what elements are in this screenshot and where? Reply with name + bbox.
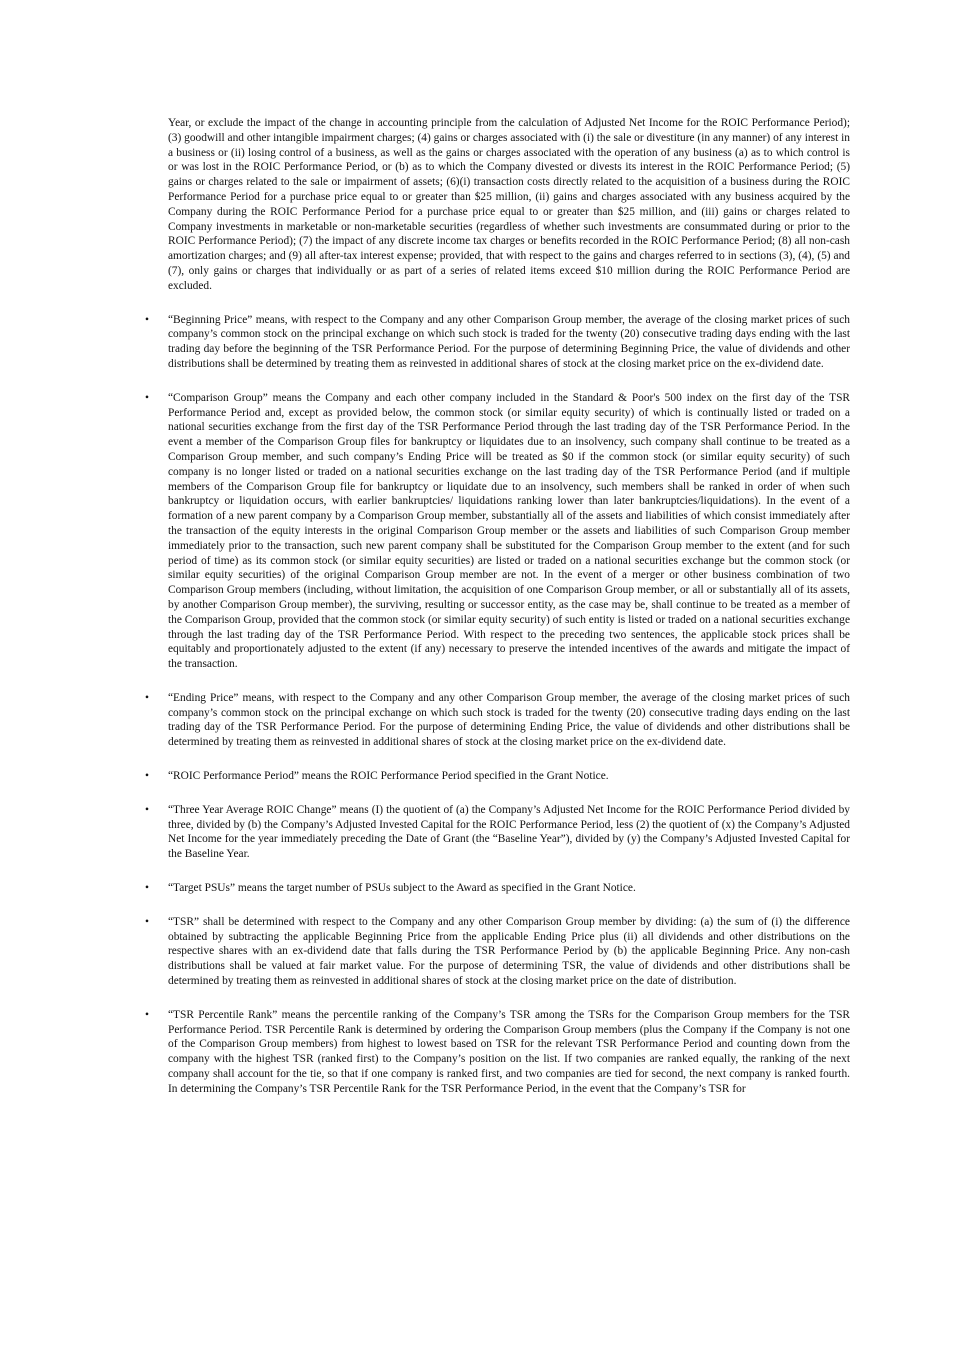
document-body bbox=[145, 116, 850, 1097]
definition-text: “Beginning Price” means, with respect to the Company and any other Comparison Group member, the average of the closing market prices of such company’s common stock on the principal exchange on which such stock is traded for the twenty (20) consecutive trading days ending with the last trading day before the beginning of the TSR Performance Period. For the purpose of determining Beginning Price, the value of dividends and other distributions shall be determined by treating them as reinvested in additional shares of stock at the closing market price on the ex-dividend date. bbox=[168, 313, 850, 370]
bullet-icon: • bbox=[145, 313, 149, 326]
definition-text: “TSR Percentile Rank” means the percentile ranking of the Company’s TSR among the TSRs for the Comparison Group members for the TSR Performance Period. TSR Percentile Rank is determined by ordering the Comparison Group members (plus the Company if the Company is not one of the Comparison Group members) from highest to lowest based on TSR for the relevant TSR Performance Period and counting down from the company with the highest TSR (ranked first) to the Company’s position on the list. If two companies are ranked equally, the ranking of the next company shall account for the tie, so that if one company is ranked first, and two companies are tied for second, the next company is ranked fourth. In determining the Company’s TSR Percentile Rank for the TSR Performance Period, in the event that the Company’s TSR for bbox=[168, 1008, 850, 1095]
definition-text: “ROIC Performance Period” means the ROIC Performance Period specified in the Grant Notice. bbox=[168, 770, 609, 783]
definition-comparison-group bbox=[145, 391, 850, 672]
definition-tsr-percentile-rank bbox=[145, 1008, 850, 1097]
definition-text: “Comparison Group” means the Company and each other company included in the Standard & Poor's 500 index on the first day of the TSR Performance Period and, except as provided below, the common stock (or similar equity security) of which is continually listed or traded on a national securities exchange from the first day of the TSR Performance Period through the last trading day of the TSR Performance Period. In the event a member of the Comparison Group files for bankruptcy or liquidates due to an insolvency, such company shall continue to be treated as a Comparison Group member, and such company’s Ending Price will be treated as $0 if the common stock (or similar equity security) of such company is no longer listed or traded on a national securities exchange on the last trading day of the TSR Performance Period (and if multiple members of the Comparison Group file for bankruptcy or liquidate due to an insolvency, such members shall be ranked in order of when such bankruptcy or liquidation occurs, with earlier bankruptcies/ liquidations ranking lower than later bankruptcies/liquidations). In the event of a formation of a new parent company by a Comparison Group member, substantially all of the assets and liabilities of which consist immediately after the transaction of the equity interests in the original Comparison Group member or the assets and liabilities of such Comparison Group member immediately prior to the transaction, such new parent company shall be substituted for the Comparison Group member to the extent (and for such period of time) as its common stock (or similar equity securities) are listed or traded on a national securities exchange but the common stock (or similar equity securities) of the original Comparison Group member are not. In the event of a merger or other business combination of two Comparison Group members (including, without limitation, the acquisition of one Comparison Group member, or all or substantially all of its assets, by another Comparison Group member), the surviving, resulting or successor entity, as the case may be, shall continue to be treated as a member of the Comparison Group, provided that the common stock (or similar equity security) of such entity is listed or traded on a national securities exchange through the last trading day of the TSR Performance Period. With respect to the preceding two sentences, the applicable stock prices shall be equitably and proportionately adjusted to the extent (if any) necessary to preserve the intended incentives of the awards and mitigate the impact of the transaction. bbox=[168, 391, 850, 671]
definition-tsr bbox=[145, 915, 850, 989]
definition-ending-price bbox=[145, 691, 850, 750]
bullet-icon: • bbox=[145, 691, 149, 704]
bullet-icon: • bbox=[145, 770, 149, 783]
bullet-icon: • bbox=[145, 391, 149, 404]
continuation-paragraph: Year, or exclude the impact of the change in accounting principle from the calculation of Adjusted Net Income for the ROIC Performance Period); (3) goodwill and other intangible impairment charges; (4) gains or charges associated with (i) the sale or divestiture (in any manner) of any interest in a business or (ii) losing control of a business, as well as the gains or charges associated with the operation of any business (a) as to which control is or was lost in the ROIC Performance Period, or (b) as to which the Company divested or divests its interest in the ROIC Performance Period; (5) gains or charges related to the sale or impairment of assets; (6)(i) transaction costs directly related to the acquisition of a business during the ROIC Performance Period for a purchase price equal to or greater than $25 million, (ii) gains and charges associated with any business acquired by the Company during the ROIC Performance Period for a purchase price equal to or greater than $25 million, and (iii) gains or charges related to Company investments in marketable or non-marketable securities (regardless of whether such investments are consummated during or prior to the ROIC Performance Period); (7) the impact of any discrete income tax charges or benefits recorded in the ROIC Performance Period; (8) all non-cash amortization charges; and (9) all after-tax interest expense; provided, that with respect to the gains and charges referred to in sections (3), (4), (5) and (7), only gains or charges that individually or as part of a series of related items exceed $10 million during the ROIC Performance Period are excluded. bbox=[168, 117, 850, 292]
definition-text: “Three Year Average ROIC Change” means (I) the quotient of (a) the Company’s Adjusted Net Income for the ROIC Performance Period divided by three, divided by (b) the Company’s Adjusted Invested Capital for the ROIC Performance Period, less (2) the quotient of (x) the Company’s Adjusted Net Income for the year immediately preceding the Date of Grant (the “Baseline Year”), divided by (y) the Company’s Adjusted Invested Capital for the Baseline Year. bbox=[168, 803, 850, 861]
bullet-icon: • bbox=[145, 915, 149, 928]
bullet-icon: • bbox=[145, 803, 149, 816]
definition-three-year-average-roic-change bbox=[145, 803, 850, 862]
definition-beginning-price bbox=[145, 313, 850, 372]
bullet-icon: • bbox=[145, 882, 149, 895]
bullet-icon: • bbox=[145, 1008, 149, 1021]
definition-text: “TSR” shall be determined with respect to the Company and any other Comparison Group member by dividing: (a) the sum of (i) the difference obtained by subtracting the applicable Beginning Price from the applicable Ending Price plus (ii) all dividends and other distributions on the respective shares with an ex-dividend date that falls during the TSR Performance Period by (b) the applicable Beginning Price. Any non-cash distributions shall be valued at fair market value. For the purpose of determining TSR, the value of dividends and other distributions shall be determined by treating them as reinvested in additional shares of stock at the closing market price on the date of distribution. bbox=[168, 915, 850, 988]
definition-target-psus bbox=[145, 881, 850, 896]
definition-roic-performance-period bbox=[145, 769, 850, 784]
definition-text: “Ending Price” means, with respect to the Company and any other Comparison Group member, the average of the closing market prices of such company’s common stock on the principal exchange on which such stock is traded for the twenty (20) consecutive trading days ending on the last trading day of the TSR Performance Period. For the purpose of determining Ending Price, the value of dividends and other distributions shall be determined by treating them as reinvested in additional shares of stock at the closing market price on the ex-dividend date. bbox=[168, 691, 850, 749]
definition-text: “Target PSUs” means the target number of PSUs subject to the Award as specified in the Grant Notice. bbox=[168, 882, 636, 895]
